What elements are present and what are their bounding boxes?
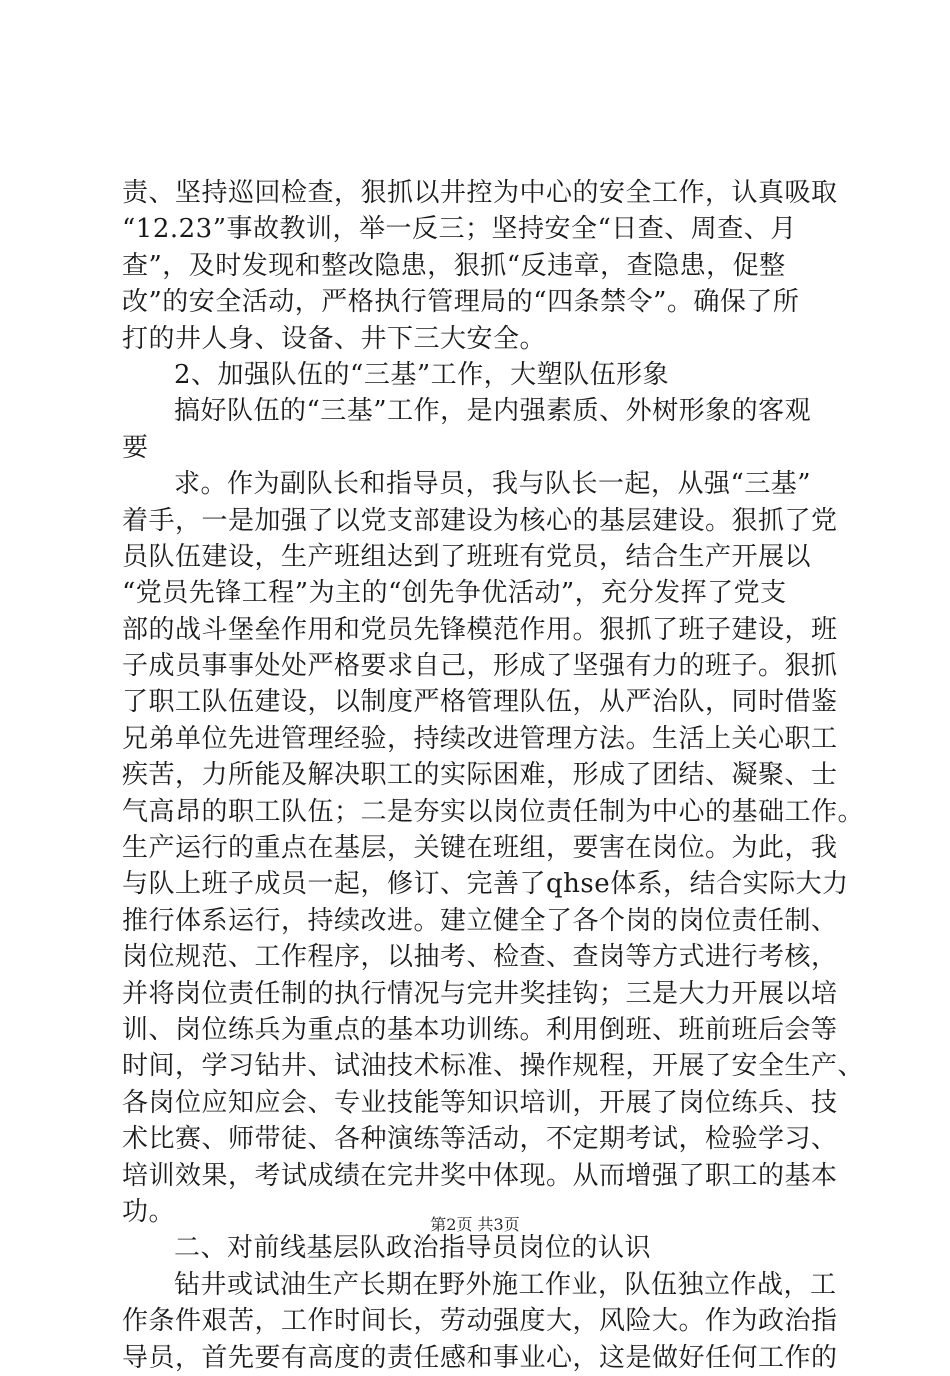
section-heading: 二、对前线基层队政治指导员岗位的认识 <box>174 1233 652 1264</box>
text-line: 训、岗位练兵为重点的基本功训练。利用倒班、班前班后会等 <box>122 1014 838 1045</box>
text-line: 查”，及时发现和整改隐患，狠抓“反违章，查隐患，促整 <box>122 250 786 281</box>
text-line: 子成员事事处处严格要求自己，形成了坚强有力的班子。狠抓 <box>122 651 838 682</box>
text-line: 术比赛、师带徒、各种演练等活动，不定期考试，检验学习、 <box>122 1124 838 1155</box>
text-line: 求。作为副队长和指导员，我与队长一起，从强“三基” <box>174 469 812 500</box>
page-footer <box>0 1215 950 1235</box>
section-heading: 2、加强队伍的“三基”工作，大塑队伍形象 <box>174 359 670 390</box>
text-line: 搞好队伍的“三基”工作，是内强素质、外树形象的客观 <box>174 396 812 427</box>
text-line: 员队伍建设，生产班组达到了班班有党员，结合生产开展以 <box>122 541 812 572</box>
text-line: 责、坚持巡回检查，狠抓以井控为中心的安全工作，认真吸取 <box>122 178 838 208</box>
text-line: 兄弟单位先进管理经验，持续改进管理方法。生活上关心职工 <box>122 723 838 754</box>
text-line: 生产运行的重点在基层，关键在班组，要害在岗位。为此，我 <box>122 833 838 864</box>
text-line: 疾苦，力所能及解决职工的实际困难，形成了团结、凝聚、士 <box>122 760 838 791</box>
text-line: 导员，首先要有高度的责任感和事业心，这是做好任何工作的 <box>122 1342 838 1373</box>
text-line: 改”的安全活动，严格执行管理局的“四条禁令”。确保了所 <box>122 287 800 318</box>
text-line: 岗位规范、工作程序，以抽考、检查、查岗等方式进行考核， <box>122 942 838 973</box>
text-line: “党员先锋工程”为主的“创先争优活动”，充分发挥了党支 <box>122 578 787 609</box>
text-line: 作条件艰苦，工作时间长，劳动强度大，风险大。作为政治指 <box>122 1306 838 1337</box>
text-line: 打的井人身、设备、井下三大安全。 <box>122 323 547 354</box>
text-line: 推行体系运行，持续改进。建立健全了各个岗的岗位责任制、 <box>122 905 838 936</box>
text-line: 各岗位应知应会、专业技能等知识培训，开展了岗位练兵、技 <box>122 1087 838 1118</box>
text-line: 要 <box>122 432 149 463</box>
text-line: 功。 <box>122 1196 176 1227</box>
text-line: “12.23”事故教训，举一反三；坚持安全“日查、周查、月 <box>122 214 797 245</box>
page-number-label: 第2页 共3页 <box>430 1215 520 1234</box>
text-line: 了职工队伍建设，以制度严格管理队伍，从严治队，同时借鉴 <box>122 687 838 718</box>
text-line: 部的战斗堡垒作用和党员先锋模范作用。狠抓了班子建设，班 <box>122 614 838 645</box>
text-line: 钻井或试油生产长期在野外施工作业，队伍独立作战，工 <box>174 1269 837 1300</box>
document-body <box>122 175 865 1376</box>
text-line: 并将岗位责任制的执行情况与完井奖挂钩；三是大力开展以培 <box>122 978 838 1009</box>
text-line: 时间，学习钻井、试油技术标准、操作规程，开展了安全生产、 <box>122 1051 865 1082</box>
text-line: 气高昂的职工队伍；二是夯实以岗位责任制为中心的基础工作。 <box>122 796 865 827</box>
text-line: 着手，一是加强了以党支部建设为核心的基层建设。狠抓了党 <box>122 505 838 536</box>
text-line: 与队上班子成员一起，修订、完善了qhse体系，结合实际大力 <box>122 869 849 900</box>
text-line: 培训效果，考试成绩在完井奖中体现。从而增强了职工的基本 <box>122 1160 838 1191</box>
